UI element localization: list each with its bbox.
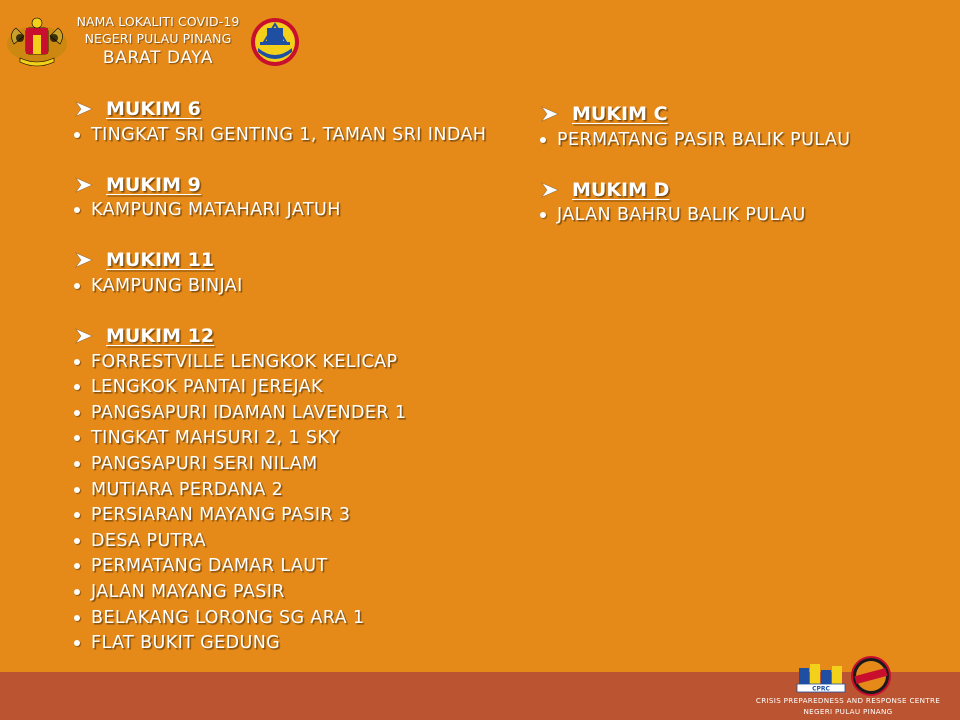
list-item-label: KAMPUNG BINJAI xyxy=(91,275,243,296)
list-item-label: TINGKAT SRI GENTING 1, TAMAN SRI INDAH xyxy=(91,124,487,145)
arrow-bullet-icon xyxy=(541,182,559,198)
list-item xyxy=(72,426,532,452)
cprc-logo-icon xyxy=(795,658,847,694)
list-item-label: JALAN BAHRU BALIK PULAU xyxy=(557,205,806,226)
list-item xyxy=(72,579,532,605)
arrow-bullet-icon xyxy=(75,252,93,268)
bullet-icon xyxy=(74,207,80,213)
list-item-label: DESA PUTRA xyxy=(91,530,206,551)
section-mukim-11 xyxy=(72,247,532,299)
list-item xyxy=(72,122,532,148)
list-item-label: PANGSAPURI IDAMAN LAVENDER 1 xyxy=(91,402,407,423)
footer-line2: NEGERI PULAU PINANG xyxy=(803,707,893,716)
header-title-line2: NEGERI PULAU PINANG xyxy=(84,31,232,46)
bullet-icon xyxy=(74,615,80,621)
bullet-icon xyxy=(74,461,80,467)
list-item xyxy=(72,554,532,580)
list-item xyxy=(72,374,532,400)
list-item xyxy=(538,127,938,153)
arrow-bullet-icon xyxy=(75,328,93,344)
list-item-label: PERSIARAN MAYANG PASIR 3 xyxy=(91,505,351,526)
arrow-bullet-icon xyxy=(541,106,559,122)
list-item xyxy=(72,273,532,299)
section-mukim-12 xyxy=(72,323,532,656)
list-item xyxy=(72,198,532,224)
bullet-icon xyxy=(74,132,80,138)
list-item-label: FORRESTVILLE LENGKOK KELICAP xyxy=(91,351,398,372)
svg-text:CPRC: CPRC xyxy=(812,685,830,693)
list-item-label: BELAKANG LORONG SG ARA 1 xyxy=(91,607,365,628)
list-item-label: PERMATANG DAMAR LAUT xyxy=(91,556,328,577)
header-title xyxy=(66,13,250,67)
footer-text xyxy=(736,695,960,717)
list-item-label: LENGKOK PANTAI JEREJAK xyxy=(91,377,323,398)
section-mukim-9 xyxy=(72,172,532,224)
list-item-label: TINGKAT MAHSURI 2, 1 SKY xyxy=(91,428,340,449)
left-column xyxy=(72,96,532,680)
list-item xyxy=(72,451,532,477)
section-title: MUKIM 9 xyxy=(106,173,201,196)
bullet-icon xyxy=(74,487,80,493)
arrow-bullet-icon xyxy=(75,177,93,193)
list-item-label: JALAN MAYANG PASIR xyxy=(91,581,285,602)
section-mukim-c xyxy=(538,101,938,153)
section-title: MUKIM C xyxy=(572,103,668,125)
penang-emblem-icon xyxy=(250,16,300,68)
list-item xyxy=(72,502,532,528)
list-item xyxy=(72,349,532,375)
covid-response-logo-icon xyxy=(851,656,891,696)
header-title-line1: NAMA LOKALITI COVID-19 xyxy=(76,14,240,29)
section-mukim-6 xyxy=(72,96,532,148)
section-title: MUKIM 11 xyxy=(106,249,215,272)
list-item-label: PANGSAPURI SERI NILAM xyxy=(91,453,318,474)
section-mukim-d xyxy=(538,177,938,229)
bullet-icon xyxy=(74,359,80,365)
footer-line1: CRISIS PREPAREDNESS AND RESPONSE CENTRE xyxy=(755,696,941,705)
list-item xyxy=(72,528,532,554)
list-item xyxy=(72,400,532,426)
list-item xyxy=(538,203,938,229)
list-item-label: KAMPUNG MATAHARI JATUH xyxy=(91,200,341,221)
section-title: MUKIM D xyxy=(572,178,670,201)
list-item-label: PERMATANG PASIR BALIK PULAU xyxy=(557,129,851,150)
bullet-icon xyxy=(74,640,80,646)
bullet-icon xyxy=(74,512,80,518)
header-title-line3: BARAT DAYA xyxy=(102,48,214,68)
bullet-icon xyxy=(74,435,80,441)
list-item xyxy=(72,477,532,503)
bullet-icon xyxy=(540,212,546,218)
bullet-icon xyxy=(74,410,80,416)
list-item-label: MUTIARA PERDANA 2 xyxy=(91,479,284,500)
arrow-bullet-icon xyxy=(75,101,93,117)
bullet-icon xyxy=(74,563,80,569)
list-item xyxy=(72,605,532,631)
section-title: MUKIM 6 xyxy=(106,98,201,120)
bullet-icon xyxy=(74,589,80,595)
coat-of-arms-icon xyxy=(6,14,68,70)
section-title: MUKIM 12 xyxy=(106,324,215,347)
list-item-label: FLAT BUKIT GEDUNG xyxy=(91,633,281,654)
bullet-icon xyxy=(74,384,80,390)
right-column xyxy=(538,101,938,252)
bullet-icon xyxy=(540,137,546,143)
bullet-icon xyxy=(74,538,80,544)
list-item xyxy=(72,630,532,656)
bullet-icon xyxy=(74,283,80,289)
